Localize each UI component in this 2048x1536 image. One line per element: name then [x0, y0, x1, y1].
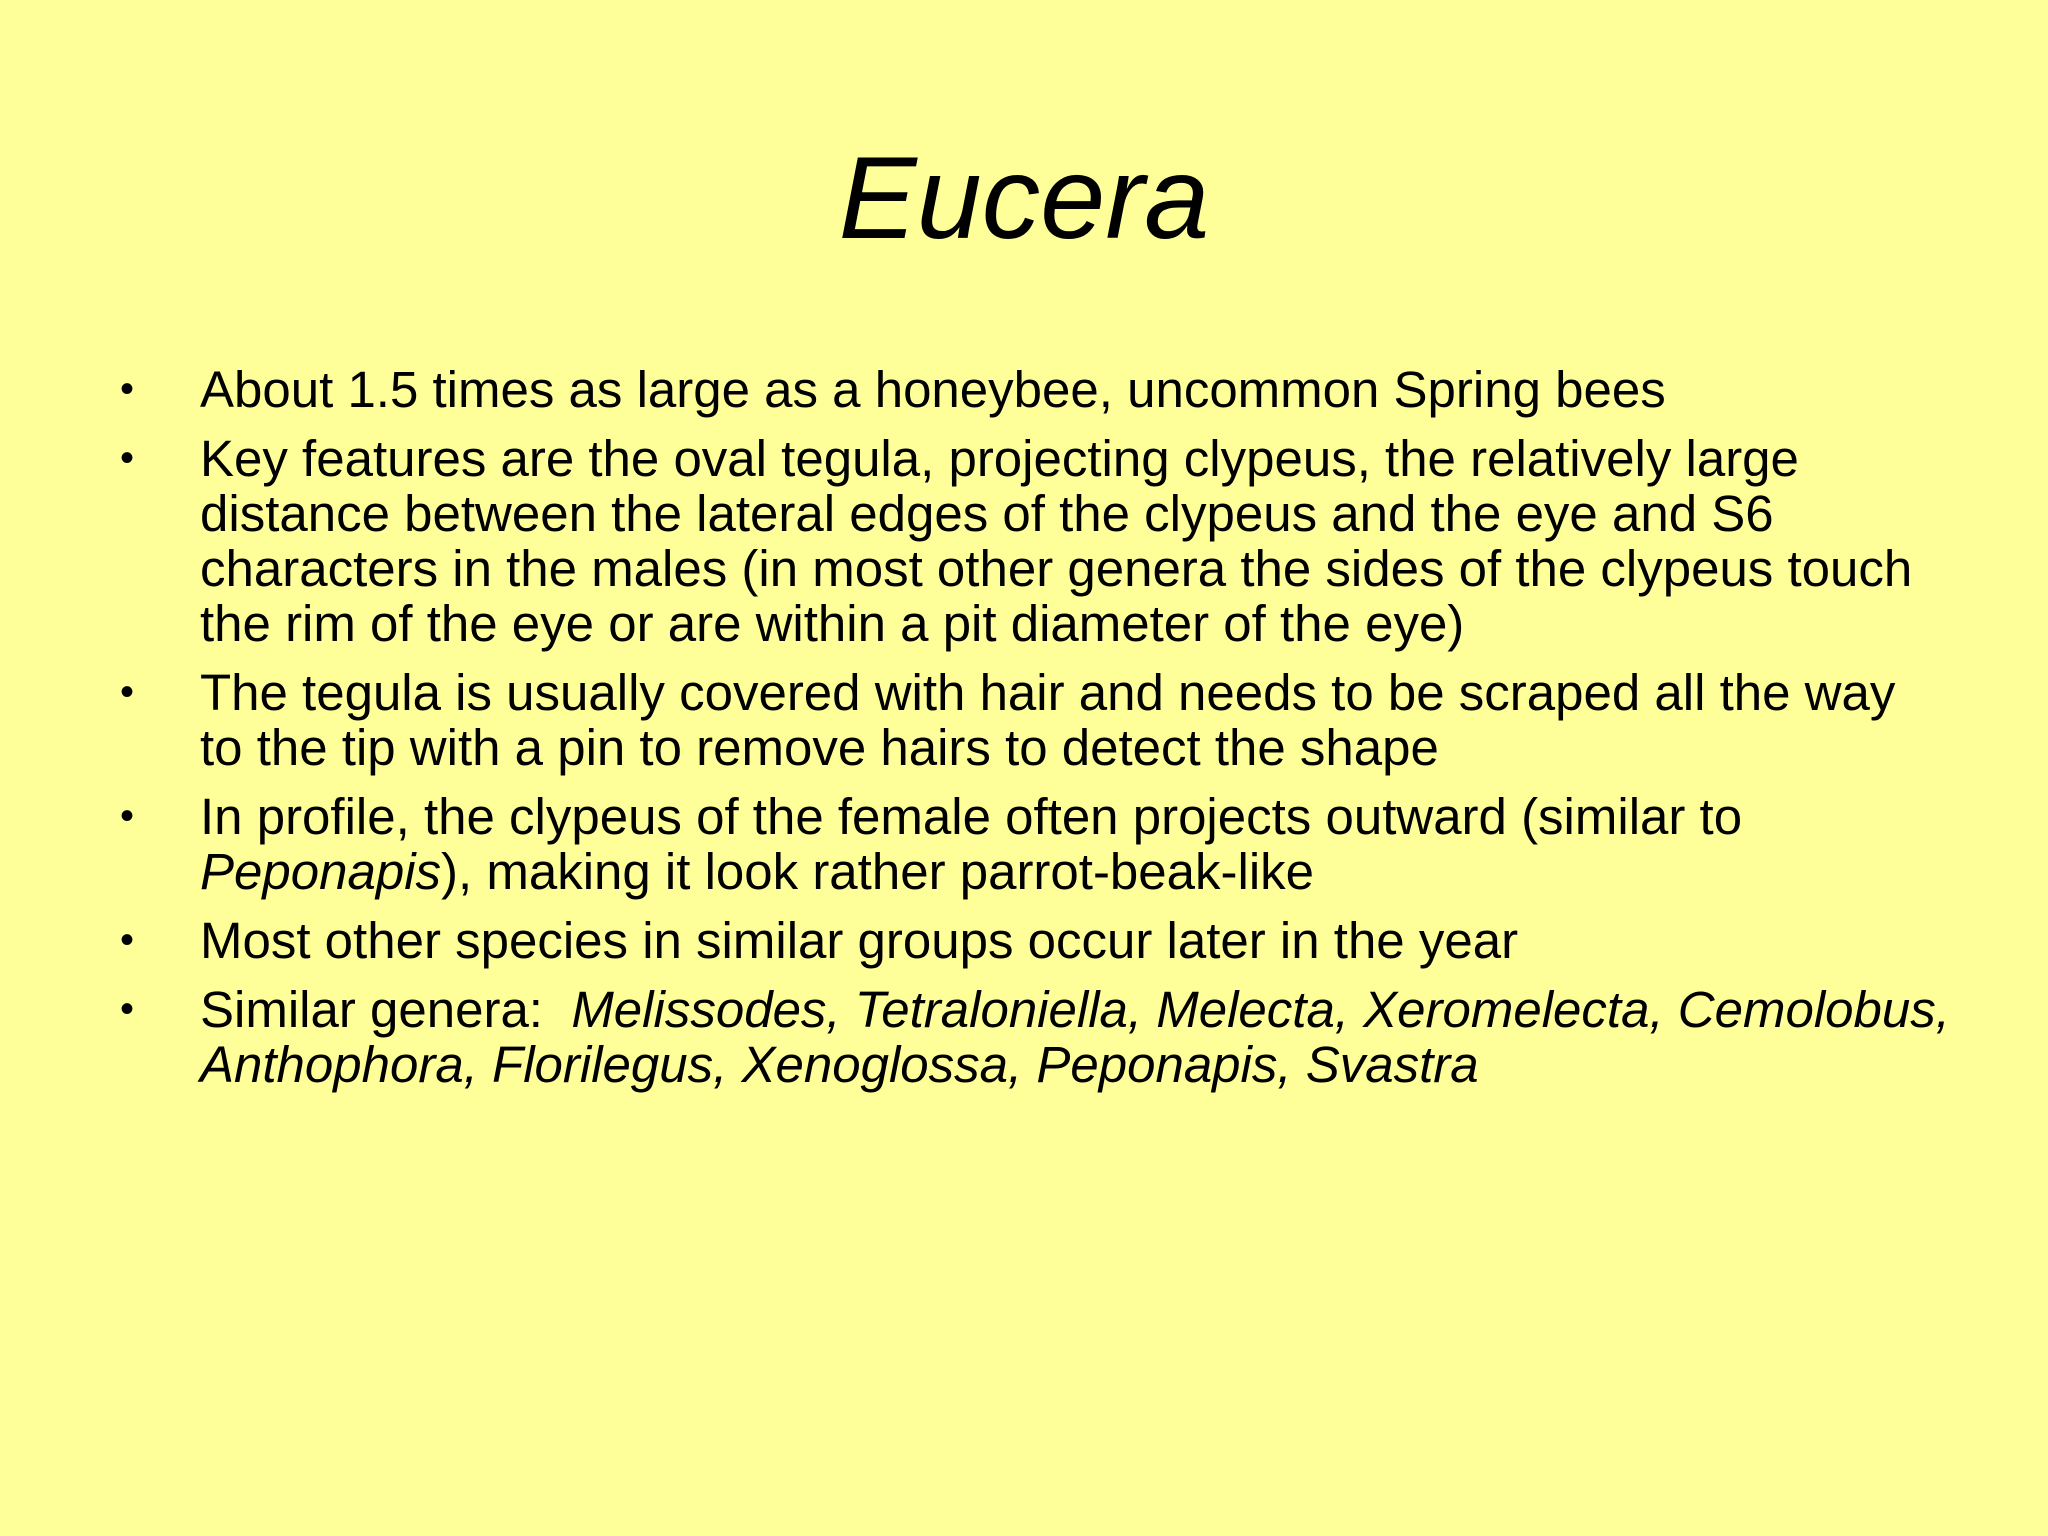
bullet-item	[120, 789, 1950, 899]
bullet-text: Key features are the oval tegula, projecting clypeus, the relatively large distance between the lateral edges of the clypeus and the eye and S6 characters in the males (in most other genera the sides of the clypeus touch the rim of the eye or are within a pit diameter of the eye)	[200, 430, 1913, 652]
bullet-dot-icon: •	[120, 436, 135, 480]
bullet-dot-icon: •	[120, 918, 135, 962]
bullet-dot-icon: •	[120, 987, 135, 1031]
bullet-item	[120, 913, 1950, 968]
bullet-text-italic: Peponapis	[200, 843, 442, 900]
bullet-item	[120, 431, 1950, 651]
bullet-list	[120, 362, 1950, 1106]
bullet-text: About 1.5 times as large as a honeybee, uncommon Spring bees	[200, 361, 1666, 418]
bullet-dot-icon: •	[120, 367, 135, 411]
bullet-dot-icon: •	[120, 670, 135, 714]
bullet-item	[120, 362, 1950, 417]
bullet-item	[120, 665, 1950, 775]
slide-title: Eucera	[838, 132, 1210, 263]
bullet-text: Similar genera:	[200, 981, 572, 1038]
bullet-text-italic: Melissodes, Tetraloniella, Melecta, Xeromelecta, Cemolobus, Anthophora, Florilegus, Xenoglossa, Peponapis, Svastra	[200, 981, 1950, 1093]
bullet-dot-icon: •	[120, 794, 135, 838]
bullet-text: Most other species in similar groups occur later in the year	[200, 912, 1519, 969]
bullet-text: In profile, the clypeus of the female often projects outward (similar to	[200, 788, 1743, 845]
bullet-item	[120, 982, 1950, 1092]
bullet-text: The tegula is usually covered with hair and needs to be scraped all the way to the tip with a pin to remove hairs to detect the shape	[200, 664, 1896, 776]
bullet-text: ), making it look rather parrot-beak-like	[441, 843, 1315, 900]
